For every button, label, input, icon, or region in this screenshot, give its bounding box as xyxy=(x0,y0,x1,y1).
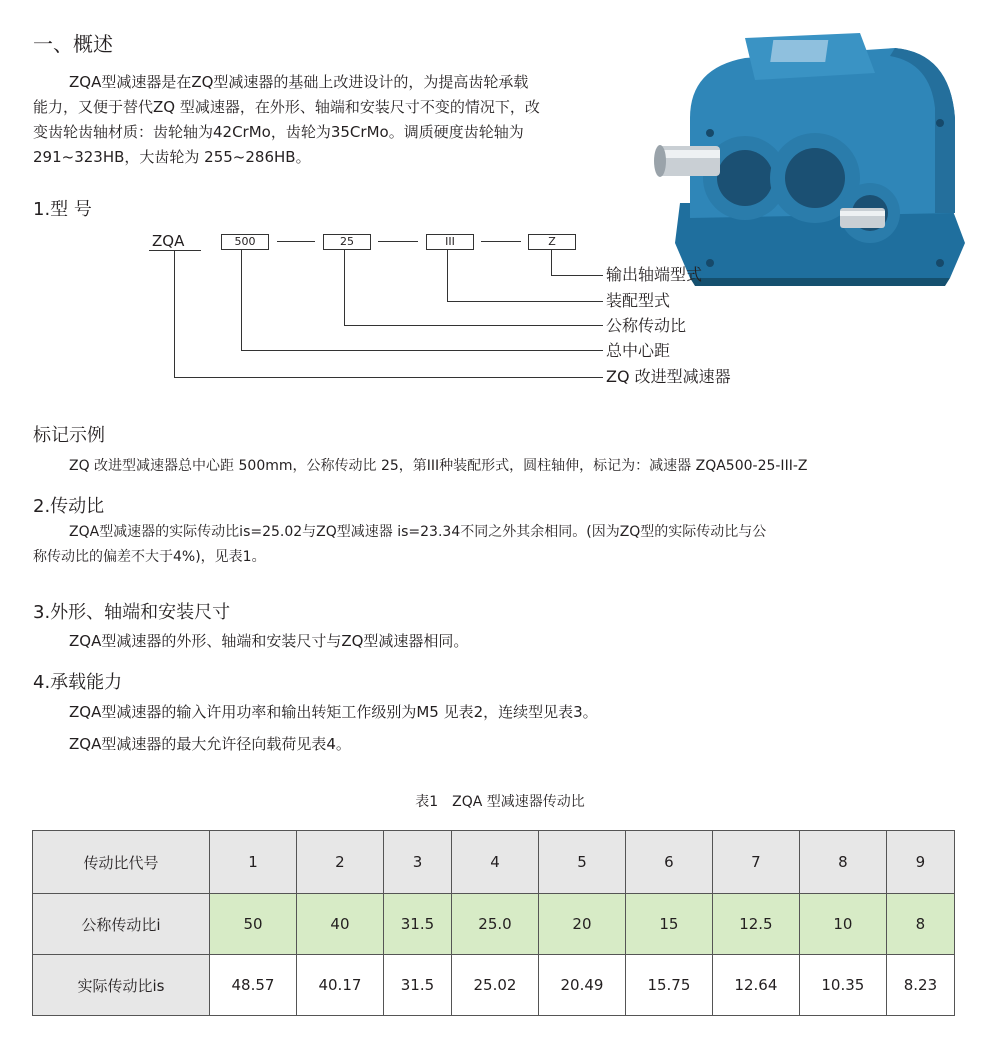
table-cell: 40 xyxy=(296,894,383,955)
table-cell: 12.5 xyxy=(712,894,799,955)
box-shaft-end: Z xyxy=(528,234,576,250)
ratio-paragraph xyxy=(33,520,973,570)
table-cell: 7 xyxy=(712,831,799,894)
ratio-heading: 2.传动比 xyxy=(33,496,105,517)
ratio-line-1: ZQA型减速器的实际传动比is=25.02与ZQ型减速器 is=23.34不同之外其余相同。(因为ZQ型的实际传动比与公 xyxy=(69,524,767,540)
ratio-table xyxy=(32,830,955,1016)
label-nominal-ratio: 公称传动比 xyxy=(606,316,687,335)
table-cell: 50 xyxy=(210,894,297,955)
table-row-actual-ratio xyxy=(33,955,955,1016)
table-cell: 15.75 xyxy=(625,955,712,1016)
code-underline xyxy=(149,250,201,251)
table-cell: 15 xyxy=(625,894,712,955)
table-cell: 31.5 xyxy=(383,894,451,955)
ratio-line-2: 称传动比的偏差不大于4%)，见表1。 xyxy=(33,549,266,565)
box-ratio: 25 xyxy=(323,234,371,250)
overview-line-1: ZQA型减速器是在ZQ型减速器的基础上改进设计的，为提高齿轮承载 xyxy=(69,73,529,91)
model-heading: 1.型 号 xyxy=(33,199,92,220)
label-assembly-type: 装配型式 xyxy=(606,291,671,310)
table-cell: 8 xyxy=(799,831,886,894)
overview-line-2: 能力，又便于替代ZQ 型减速器，在外形、轴端和安装尺寸不变的情况下，改 xyxy=(33,98,540,116)
table-cell: 6 xyxy=(625,831,712,894)
table-cell: 10.35 xyxy=(799,955,886,1016)
capacity-line-1: ZQA型减速器的输入许用功率和输出转矩工作级别为M5 见表2，连续型见表3。 xyxy=(69,703,598,721)
table-cell: 31.5 xyxy=(383,955,451,1016)
row-label: 实际传动比is xyxy=(33,955,210,1016)
table-cell: 20 xyxy=(538,894,625,955)
table-row-nominal-ratio xyxy=(33,894,955,955)
table-cell: 8 xyxy=(886,894,954,955)
marking-heading: 标记示例 xyxy=(33,425,105,446)
row-label: 传动比代号 xyxy=(33,831,210,894)
marking-text: ZQ 改进型减速器总中心距 500mm，公称传动比 25，第III种装配形式，圆柱轴伸，标记为：减速器 ZQA500-25-III-Z xyxy=(69,458,808,474)
table1-caption: 表1 ZQA 型减速器传动比 xyxy=(415,794,585,810)
dims-text: ZQA型减速器的外形、轴端和安装尺寸与ZQ型减速器相同。 xyxy=(69,632,469,650)
label-center-distance: 总中心距 xyxy=(606,341,671,360)
table-cell: 4 xyxy=(452,831,539,894)
box-assembly: III xyxy=(426,234,474,250)
table-row-ratio-code xyxy=(33,831,955,894)
overview-line-3: 变齿轮齿轴材质：齿轮轴为42CrMo，齿轮为35CrMo。调质硬度齿轮轴为 xyxy=(33,123,524,141)
capacity-heading: 4.承载能力 xyxy=(33,672,123,693)
table-cell: 5 xyxy=(538,831,625,894)
table-cell: 12.64 xyxy=(712,955,799,1016)
overview-heading: 一、概述 xyxy=(33,32,113,56)
dash-2 xyxy=(378,241,418,242)
table-cell: 1 xyxy=(210,831,297,894)
table-cell: 2 xyxy=(296,831,383,894)
table-cell: 10 xyxy=(799,894,886,955)
dash-1 xyxy=(277,241,315,242)
table-cell: 40.17 xyxy=(296,955,383,1016)
gear-reducer-image xyxy=(650,28,980,293)
table-cell: 9 xyxy=(886,831,954,894)
label-zq-improved: ZQ 改进型减速器 xyxy=(606,367,731,386)
table-cell: 8.23 xyxy=(886,955,954,1016)
row-label: 公称传动比i xyxy=(33,894,210,955)
label-shaft-end-type: 输出轴端型式 xyxy=(606,265,703,284)
table-cell: 20.49 xyxy=(538,955,625,1016)
capacity-line-2: ZQA型减速器的最大允许径向载荷见表4。 xyxy=(69,735,351,753)
box-center-distance: 500 xyxy=(221,234,269,250)
table-cell: 3 xyxy=(383,831,451,894)
table-cell: 25.02 xyxy=(452,955,539,1016)
table-cell: 48.57 xyxy=(210,955,297,1016)
dims-heading: 3.外形、轴端和安装尺寸 xyxy=(33,602,231,623)
overview-paragraph xyxy=(33,70,653,170)
dash-3 xyxy=(481,241,521,242)
table-cell: 25.0 xyxy=(452,894,539,955)
overview-line-4: 291~323HB，大齿轮为 255~286HB。 xyxy=(33,148,311,166)
model-code: ZQA xyxy=(152,232,185,250)
